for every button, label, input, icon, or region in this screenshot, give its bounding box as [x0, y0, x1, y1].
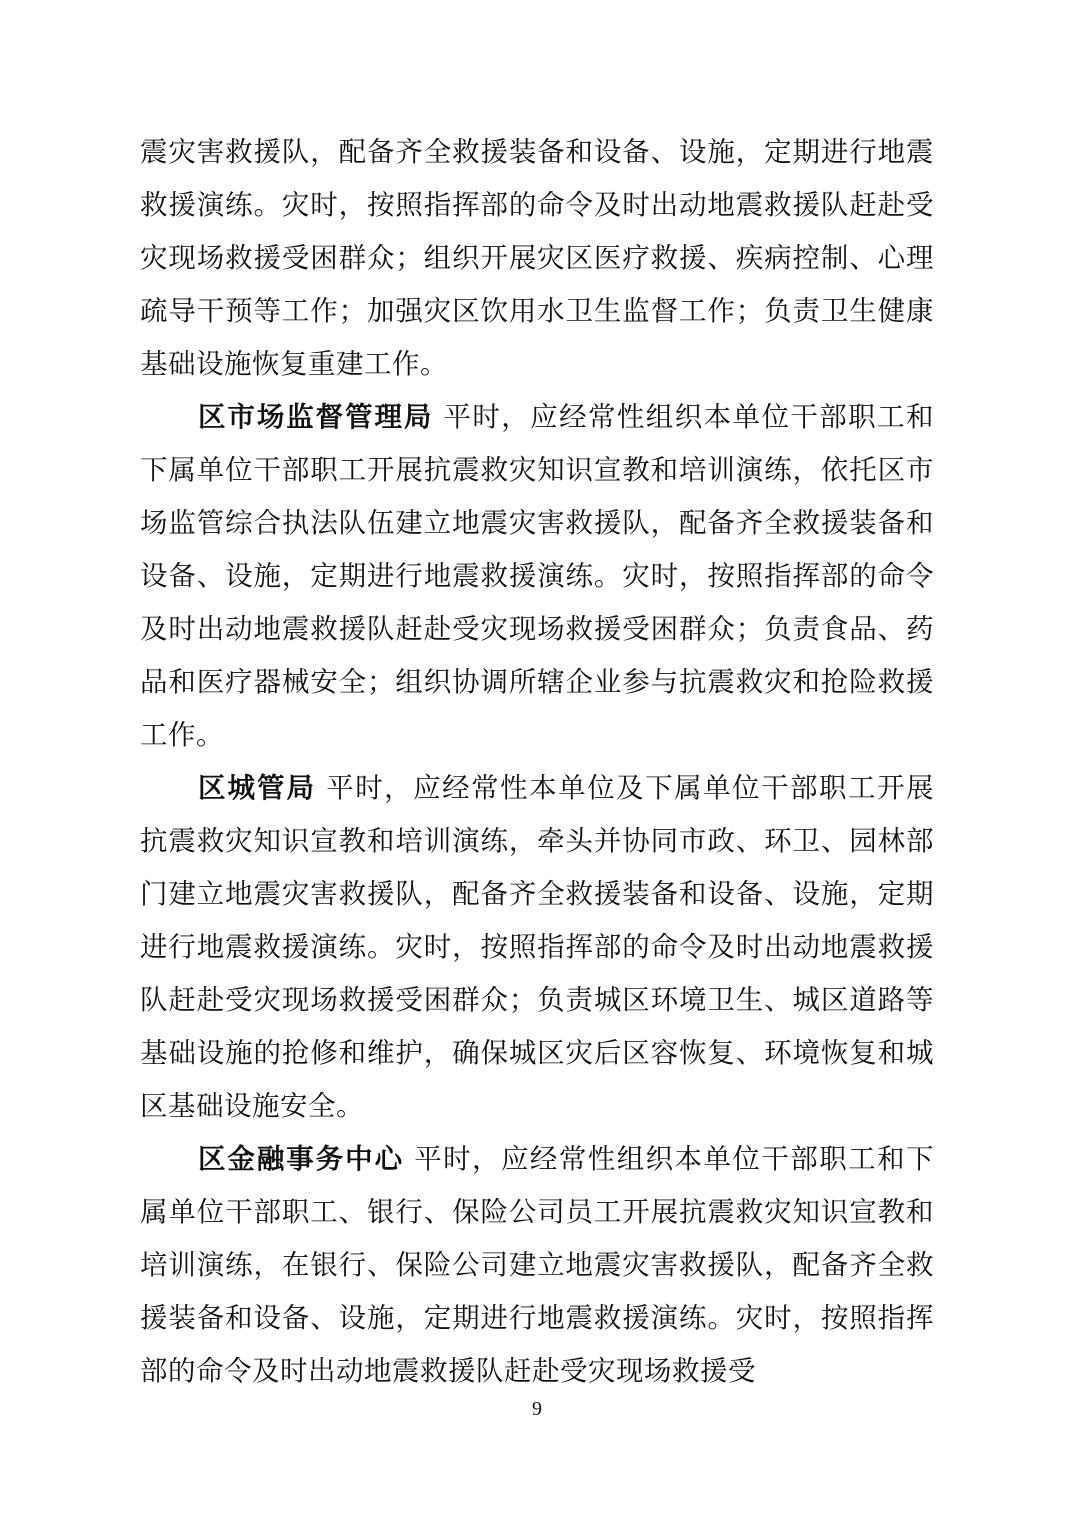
- paragraph-3-lead: 区城管局: [198, 772, 316, 804]
- paragraph-3: [140, 762, 934, 1133]
- paragraph-4-text: 平时，应经常性组织本单位干部职工和下属单位干部职工、银行、保险公司员工开展抗震救灾知识宣教和培训演练，在银行、保险公司建立地震灾害救援队，配备齐全救援装备和设备、设施，定期进行地震救援演练。灾时，按照指挥部的命令及时出动地震救援队赶赴受灾现场救援受: [140, 1143, 934, 1387]
- paragraph-2: [140, 391, 934, 762]
- paragraph-1: [140, 126, 934, 391]
- paragraph-1-text: 震灾害救援队，配备齐全救援装备和设备、设施，定期进行地震救援演练。灾时，按照指挥部的命令及时出动地震救援队赶赴受灾现场救援受困群众；组织开展灾区医疗救援、疾病控制、心理疏导干预等工作；加强灾区饮用水卫生监督工作；负责卫生健康基础设施恢复重建工作。: [140, 136, 934, 380]
- page-body: [140, 126, 934, 1398]
- paragraph-2-lead: 区市场监督管理局: [198, 401, 434, 433]
- paragraph-4: [140, 1133, 934, 1398]
- paragraph-2-text: 平时，应经常性组织本单位干部职工和下属单位干部职工开展抗震救灾知识宣教和培训演练，依托区市场监管综合执法队伍建立地震灾害救援队，配备齐全救援装备和设备、设施，定期进行地震救援演练。灾时，按照指挥部的命令及时出动地震救援队赶赴受灾现场救援受困群众；负责食品、药品和医疗器械安全；组织协调所辖企业参与抗震救灾和抢险救援工作。: [140, 401, 934, 751]
- paragraph-3-text: 平时，应经常性本单位及下属单位干部职工开展抗震救灾知识宣教和培训演练，牵头并协同市政、环卫、园林部门建立地震灾害救援队，配备齐全救援装备和设备、设施，定期进行地震救援演练。灾时，按照指挥部的命令及时出动地震救援队赶赴受灾现场救援受困群众；负责城区环境卫生、城区道路等基础设施的抢修和维护，确保城区灾后区容恢复、环境恢复和城区基础设施安全。: [140, 772, 935, 1122]
- paragraph-4-lead: 区金融事务中心: [198, 1143, 405, 1175]
- page-number: 9: [532, 1398, 542, 1420]
